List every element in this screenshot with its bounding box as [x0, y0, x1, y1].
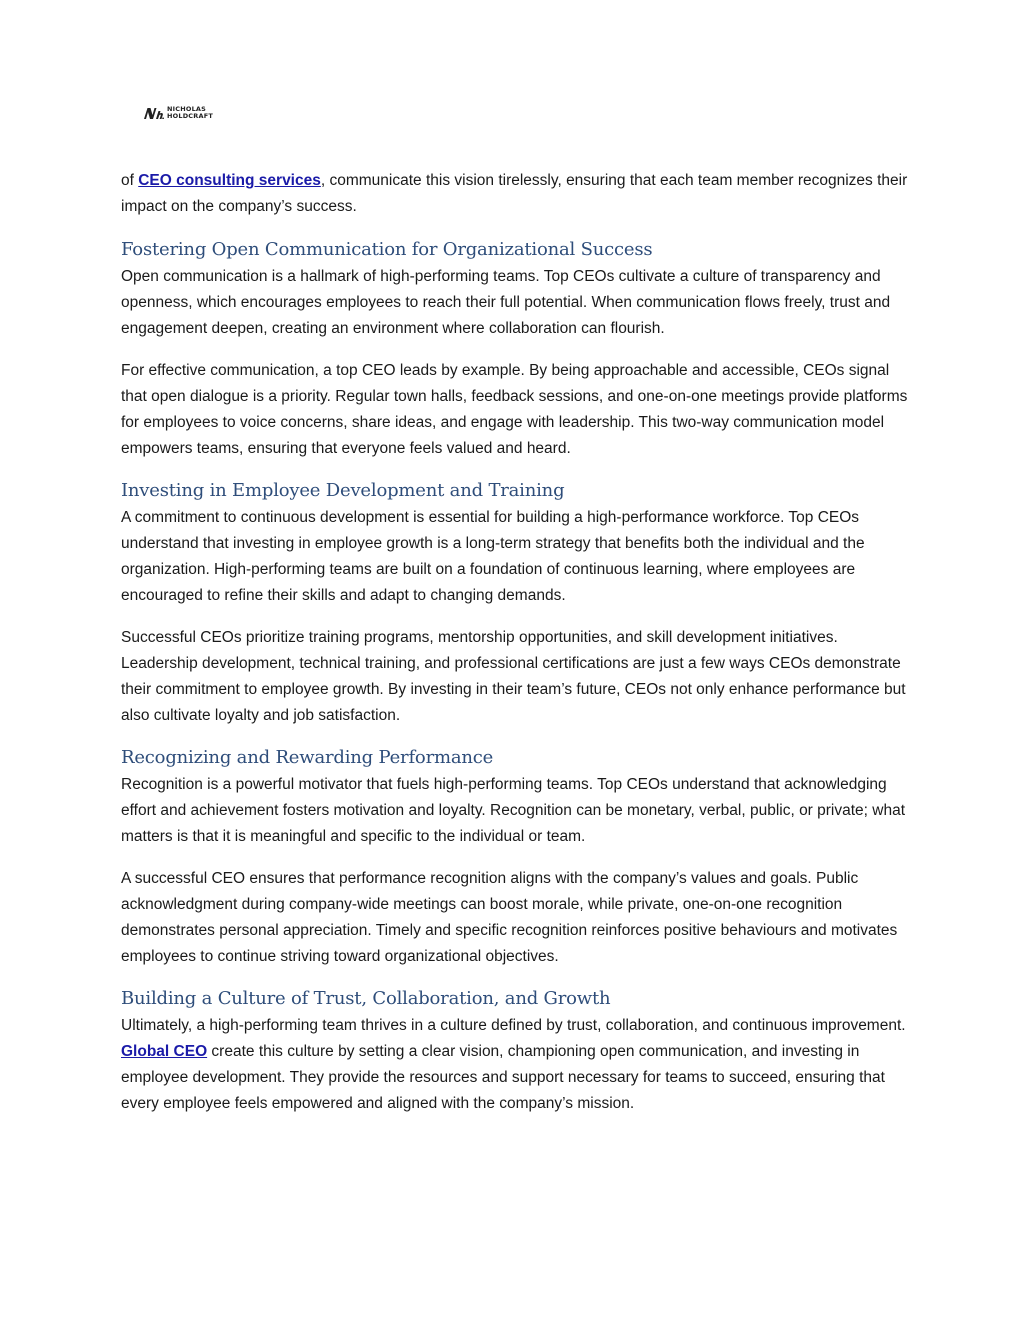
section-heading-development: Investing in Employee Development and Training	[121, 480, 565, 501]
development-paragraph-2: Successful CEOs prioritize training programs, mentorship opportunities, and skill development initiatives. Leadership development, technical training, and professional certifications are just a few ways CEOs demonstrate their commitment to employee growth. By investing in their team’s future, CEOs not only enhance performance but also cultivate loyalty and job satisfaction.	[121, 629, 906, 724]
intro-text-after: , communicate this vision tirelessly, ensuring that each team member recognizes their impact on the company’s success.	[121, 172, 908, 215]
company-logo	[143, 106, 213, 120]
culture-text-before: Ultimately, a high-performing team thrives in a culture defined by trust, collaboration, and continuous improvement.	[121, 1017, 906, 1034]
section-heading-recognition: Recognizing and Rewarding Performance	[121, 747, 494, 768]
logo-line-1: NICHOLAS	[167, 105, 207, 113]
section-heading-communication: Fostering Open Communication for Organizational Success	[121, 239, 653, 260]
intro-paragraph	[121, 168, 911, 220]
communication-paragraph-2: For effective communication, a top CEO leads by example. By being approachable and accessible, CEOs signal that open dialogue is a priority. Regular town halls, feedback sessions, and one-on-one meetings provide platforms for employees to voice concerns, share ideas, and engage with leadership. This two-way communication model empowers teams, ensuring that everyone feels valued and heard.	[121, 362, 908, 457]
recognition-paragraph-2: A successful CEO ensures that performance recognition aligns with the company’s values and goals. Public acknowledgment during company-wide meetings can boost morale, while private, one-on-one recognition demonstrates personal appreciation. Timely and specific recognition reinforces positive behaviours and motivates employees to continue striving toward organizational objectives.	[121, 870, 898, 965]
logo-line-2: HOLDCRAFT	[167, 112, 213, 120]
culture-paragraph	[121, 1013, 911, 1117]
logo-wordmark	[167, 106, 213, 120]
section-heading-culture: Building a Culture of Trust, Collaboration, and Growth	[121, 988, 611, 1009]
communication-paragraph-1: Open communication is a hallmark of high-performing teams. Top CEOs cultivate a culture of transparency and openness, which encourages employees to reach their full potential. When communication flows freely, trust and engagement deepen, creating an environment where collaboration can flourish.	[121, 268, 891, 337]
culture-text-after: create this culture by setting a clear vision, championing open communication, and investing in employee development. They provide the resources and support necessary for teams to succeed, ensuring that every employee feels empowered and aligned with the company’s mission.	[121, 1043, 885, 1112]
recognition-paragraph-1: Recognition is a powerful motivator that fuels high-performing teams. Top CEOs understand that acknowledging effort and achievement fosters motivation and loyalty. Recognition can be monetary, verbal, public, or private; what matters is that it is meaningful and specific to the individual or team.	[121, 776, 906, 845]
ceo-consulting-services-link[interactable]: CEO consulting services	[138, 172, 321, 189]
development-paragraph-1: A commitment to continuous development is essential for building a high-performance workforce. Top CEOs understand that investing in employee growth is a long-term strategy that benefits both the individual and the organization. High-performing teams are built on a foundation of continuous learning, where employees are encouraged to refine their skills and adapt to changing demands.	[121, 509, 865, 604]
article-body	[121, 168, 911, 1117]
nh-monogram-icon	[143, 106, 164, 120]
intro-text-before: of	[121, 172, 139, 189]
global-ceo-link[interactable]: Global CEO	[121, 1043, 208, 1060]
